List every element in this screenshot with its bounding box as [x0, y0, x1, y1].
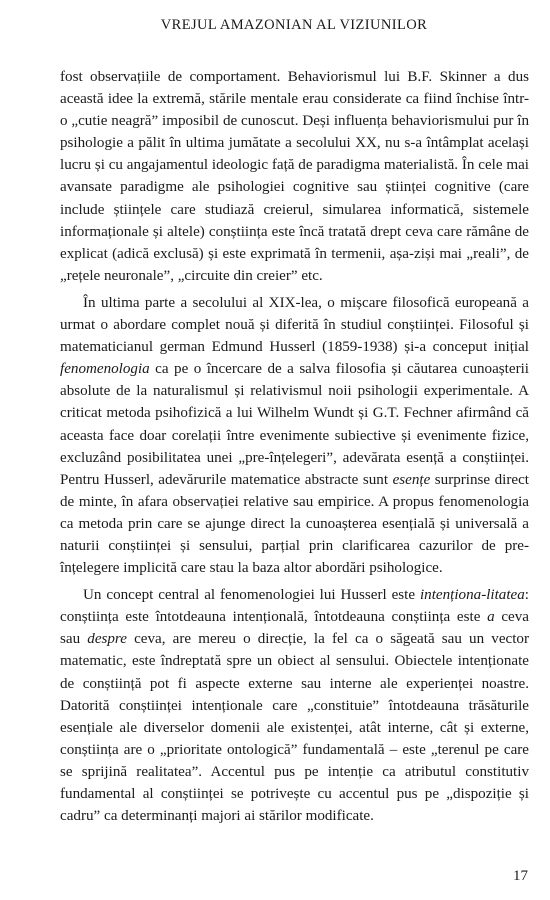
text-span: ca pe o încercare de a salva filosofia și căutarea cunoașterii absolute de la naturalismul și relativismul noii psihologii experimentale. A criticat metoda psihofizică a lui Wilhelm Wundt și G.T. Fechner afirmând că aceasta face doar corelații între evenimente subiective și evenimente fizice, excluzând posibilitatea unei „pre-înțelegeri”, adevărata esență a conștiinței. Pentru Husserl, adevărurile matematice abstracte sunt	[60, 361, 529, 488]
text-span: ceva, are mereu o direcție, la fel ca o săgeată sau un vector matematic, este îndreptată spre un obiect al sensului. Obiectele intenționate de conștiință pot fi aspecte externe sau interne ale experienței noastre. Datorită conștiinței intenționale care „constituie” întotdeauna trăsăturile esențiale ale diverselor domenii ale existenței, atât interne, cât și externe, conștiința are o „prioritate ontologică” fundamentală – este „terenul pe care se sprijină realitatea”. Accentul pus pe intenție ca atributul constitutiv fundamental al conștiinței se potrivește cu accentul pus pe „dispoziție și cadru” ca determinanți majori ai stărilor modificate.	[60, 631, 529, 825]
text-span: fost observațiile de comportament. Behaviorismul lui B.F. Skinner a dus această idee la extremă, stările mentale erau considerate ca fiind închise într-o „cutie neagră” imposibil de cunoscut. Deși influența behaviorismului pur în psihologie a pălit în ultima jumătate a secolului XX, nu s-a întâmplat același lucru și cu angajamentul ideologic față de paradigma materialistă. În cele mai avansate paradigme ale psihologiei cognitive sau științei cognitive (care include științele care studiază creierul, simularea informatică, sistemele informaționale și altele) conștiința este încă tratată drept ceva care rămâne de explicat (adică exclusă) și este exprimată în termenii, așa-ziși mai „reali”, de „rețele neuronale”, „circuite din creier” etc.	[60, 69, 529, 284]
paragraph-3	[60, 584, 529, 827]
text-span: surprinse direct de minte, în afara observației relative sau empirice. A propus fenomenologia ca metoda prin care se ajunge direct la cunoașterea esențială și universală a naturii conștiinței și sensului, parțial prin clarificarea cazurilor de pre-înțelegere implicită care stau la baza altor abordări psihologice.	[60, 471, 529, 577]
italic-term: fenomenologia	[60, 361, 150, 378]
text-span: Un concept central al fenomenologiei lui Husserl este	[83, 587, 420, 604]
page-number: 17	[513, 868, 528, 884]
text-span: În ultima parte a secolului al XIX-lea, o mișcare filosofică europeană a urmat o abordare complet nouă și diferită în studiul conștiinței. Filosoful și matematicianul german Edmund Husserl (1859-1938) și-a conceput inițial	[60, 294, 529, 356]
italic-term: a	[487, 609, 495, 626]
text-span: ceva sau	[60, 609, 530, 648]
italic-term: intenționa-litatea	[419, 587, 525, 604]
text-span: : conștiința este întotdeauna intențională, întotdeauna conștiința este	[60, 587, 529, 626]
running-header: VREJUL AMAZONIAN AL VIZIUNILOR	[160, 17, 428, 33]
italic-term: esențe	[392, 471, 431, 488]
italic-term: despre	[87, 631, 127, 648]
body-text	[60, 66, 529, 827]
paragraph-2	[60, 292, 529, 579]
paragraph-1	[60, 66, 529, 287]
